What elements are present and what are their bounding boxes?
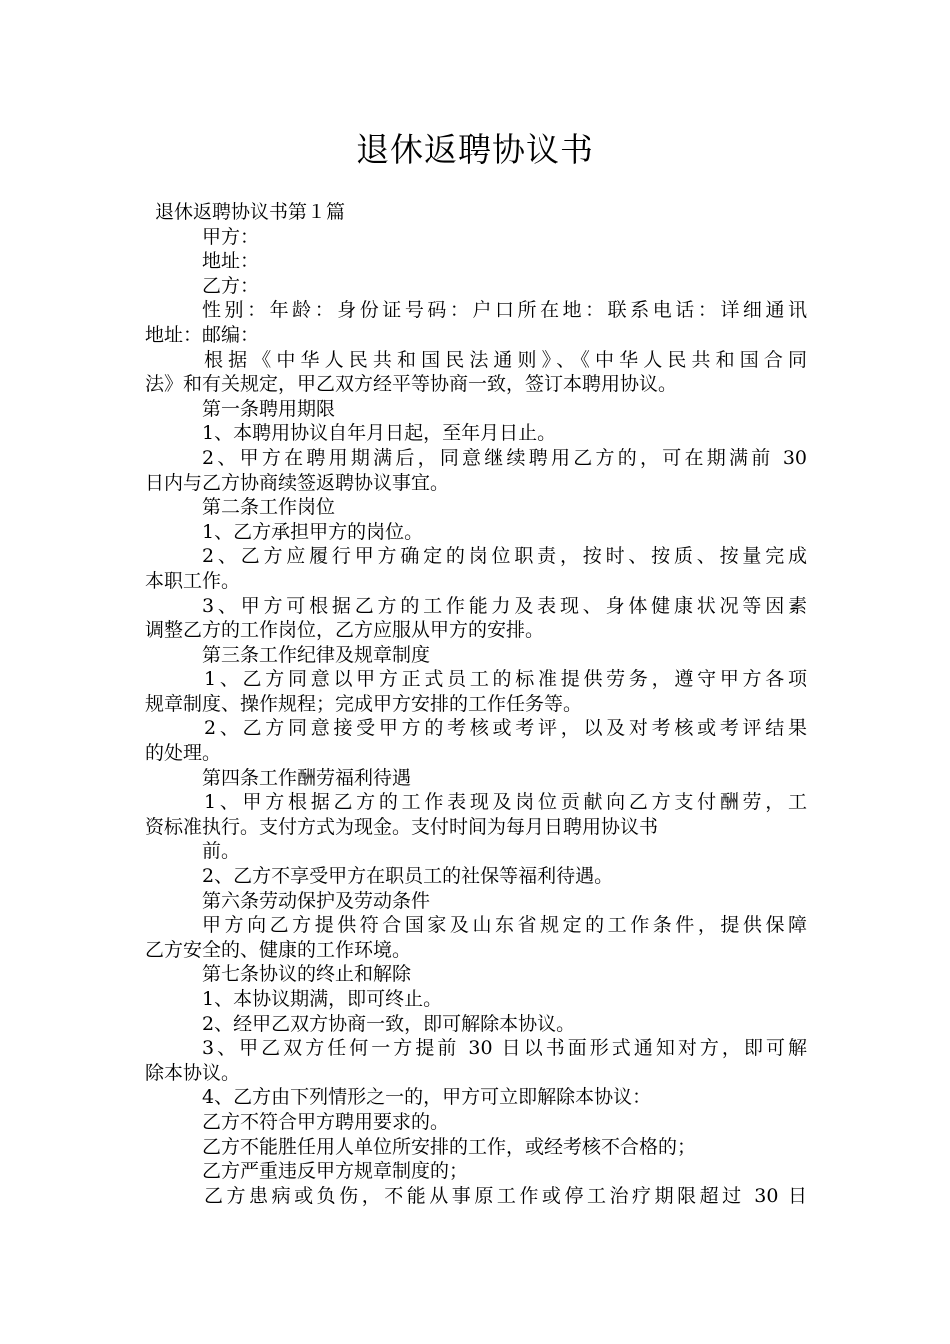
clause-line: 乙方不符合甲方聘用要求的。: [202, 1110, 450, 1133]
clause-line: 1、本聘用协议自年月日起，至年月日止。: [202, 422, 557, 445]
clause-line: 前。: [202, 840, 241, 863]
article-heading: 第七条协议的终止和解除: [202, 963, 412, 986]
clause-line: 1、乙方承担甲方的岗位。: [202, 520, 424, 543]
preamble-line: 法》和有关规定，甲乙双方经平等协商一致，签订本聘用协议。: [145, 373, 678, 396]
address-field: 地址：: [202, 250, 260, 273]
clause-line: 3、甲乙双方任何一方提前 30 日以书面形式通知对方，即可解: [202, 1037, 807, 1060]
party-a-field: 甲方：: [202, 225, 260, 248]
clause-line: 2、甲方在聘用期满后，同意继续聘用乙方的，可在期满前 30: [202, 446, 807, 469]
personal-info-line: 性别：年龄：身份证号码：户口所在地：联系电话：详细通讯: [202, 299, 807, 322]
clause-line: 规章制度、操作规程；完成甲方安排的工作任务等。: [145, 692, 583, 715]
clause-line: 本职工作。: [145, 569, 241, 592]
clause-line: 2、乙方同意接受甲方的考核或考评，以及对考核或考评结果: [204, 717, 807, 740]
preamble-line: 根据《中华人民共和国民法通则》、《中华人民共和国合同: [204, 348, 807, 371]
article-heading: 第三条工作纪律及规章制度: [202, 643, 431, 666]
clause-line: 2、乙方应履行甲方确定的岗位职责，按时、按质、按量完成: [202, 545, 807, 568]
clause-line: 1、甲方根据乙方的工作表现及岗位贡献向乙方支付酬劳，工: [204, 791, 807, 814]
article-heading: 第四条工作酬劳福利待遇: [202, 766, 412, 789]
clause-line: 2、乙方不享受甲方在职员工的社保等福利待遇。: [202, 865, 614, 888]
clause-line: 乙方严重违反甲方规章制度的；: [202, 1160, 469, 1183]
clause-line: 乙方不能胜任用人单位所安排的工作，或经考核不合格的；: [202, 1135, 697, 1158]
clause-line: 日内与乙方协商续签返聘协议事宜。: [145, 471, 450, 494]
clause-line: 1、本协议期满，即可终止。: [202, 988, 443, 1010]
article-heading: 第二条工作岗位: [202, 496, 336, 519]
clause-line: 调整乙方的工作岗位，乙方应服从甲方的安排。: [145, 619, 545, 642]
personal-info-line: 地址：邮编：: [145, 323, 260, 346]
clause-line: 乙方安全的、健康的工作环境。: [145, 938, 412, 961]
document-body: [145, 200, 807, 1208]
section-heading: 退休返聘协议书第１篇: [155, 201, 346, 223]
party-b-field: 乙方：: [202, 274, 260, 297]
clause-line: 3、甲方可根据乙方的工作能力及表现、身体健康状况等因素: [202, 594, 807, 617]
clause-line: 1、乙方同意以甲方正式员工的标准提供劳务，遵守甲方各项: [204, 668, 807, 691]
article-heading: 第一条聘用期限: [202, 397, 336, 420]
clause-line: 2、经甲乙双方协商一致，即可解除本协议。: [202, 1012, 576, 1035]
clause-line: 4、乙方由下列情形之一的，甲方可立即解除本协议：: [202, 1086, 652, 1109]
document-title: 退休返聘协议书: [356, 130, 594, 169]
clause-line: 除本协议。: [145, 1061, 241, 1084]
clause-line: 的处理。: [145, 742, 222, 765]
article-heading: 第六条劳动保护及劳动条件: [202, 889, 431, 912]
clause-line: 资标准执行。支付方式为现金。支付时间为每月日聘用协议书: [145, 815, 659, 838]
clause-line: 甲方向乙方提供符合国家及山东省规定的工作条件，提供保障: [202, 914, 807, 937]
clause-line: 乙方患病或负伤，不能从事原工作或停工治疗期限超过 30 日: [204, 1184, 807, 1207]
